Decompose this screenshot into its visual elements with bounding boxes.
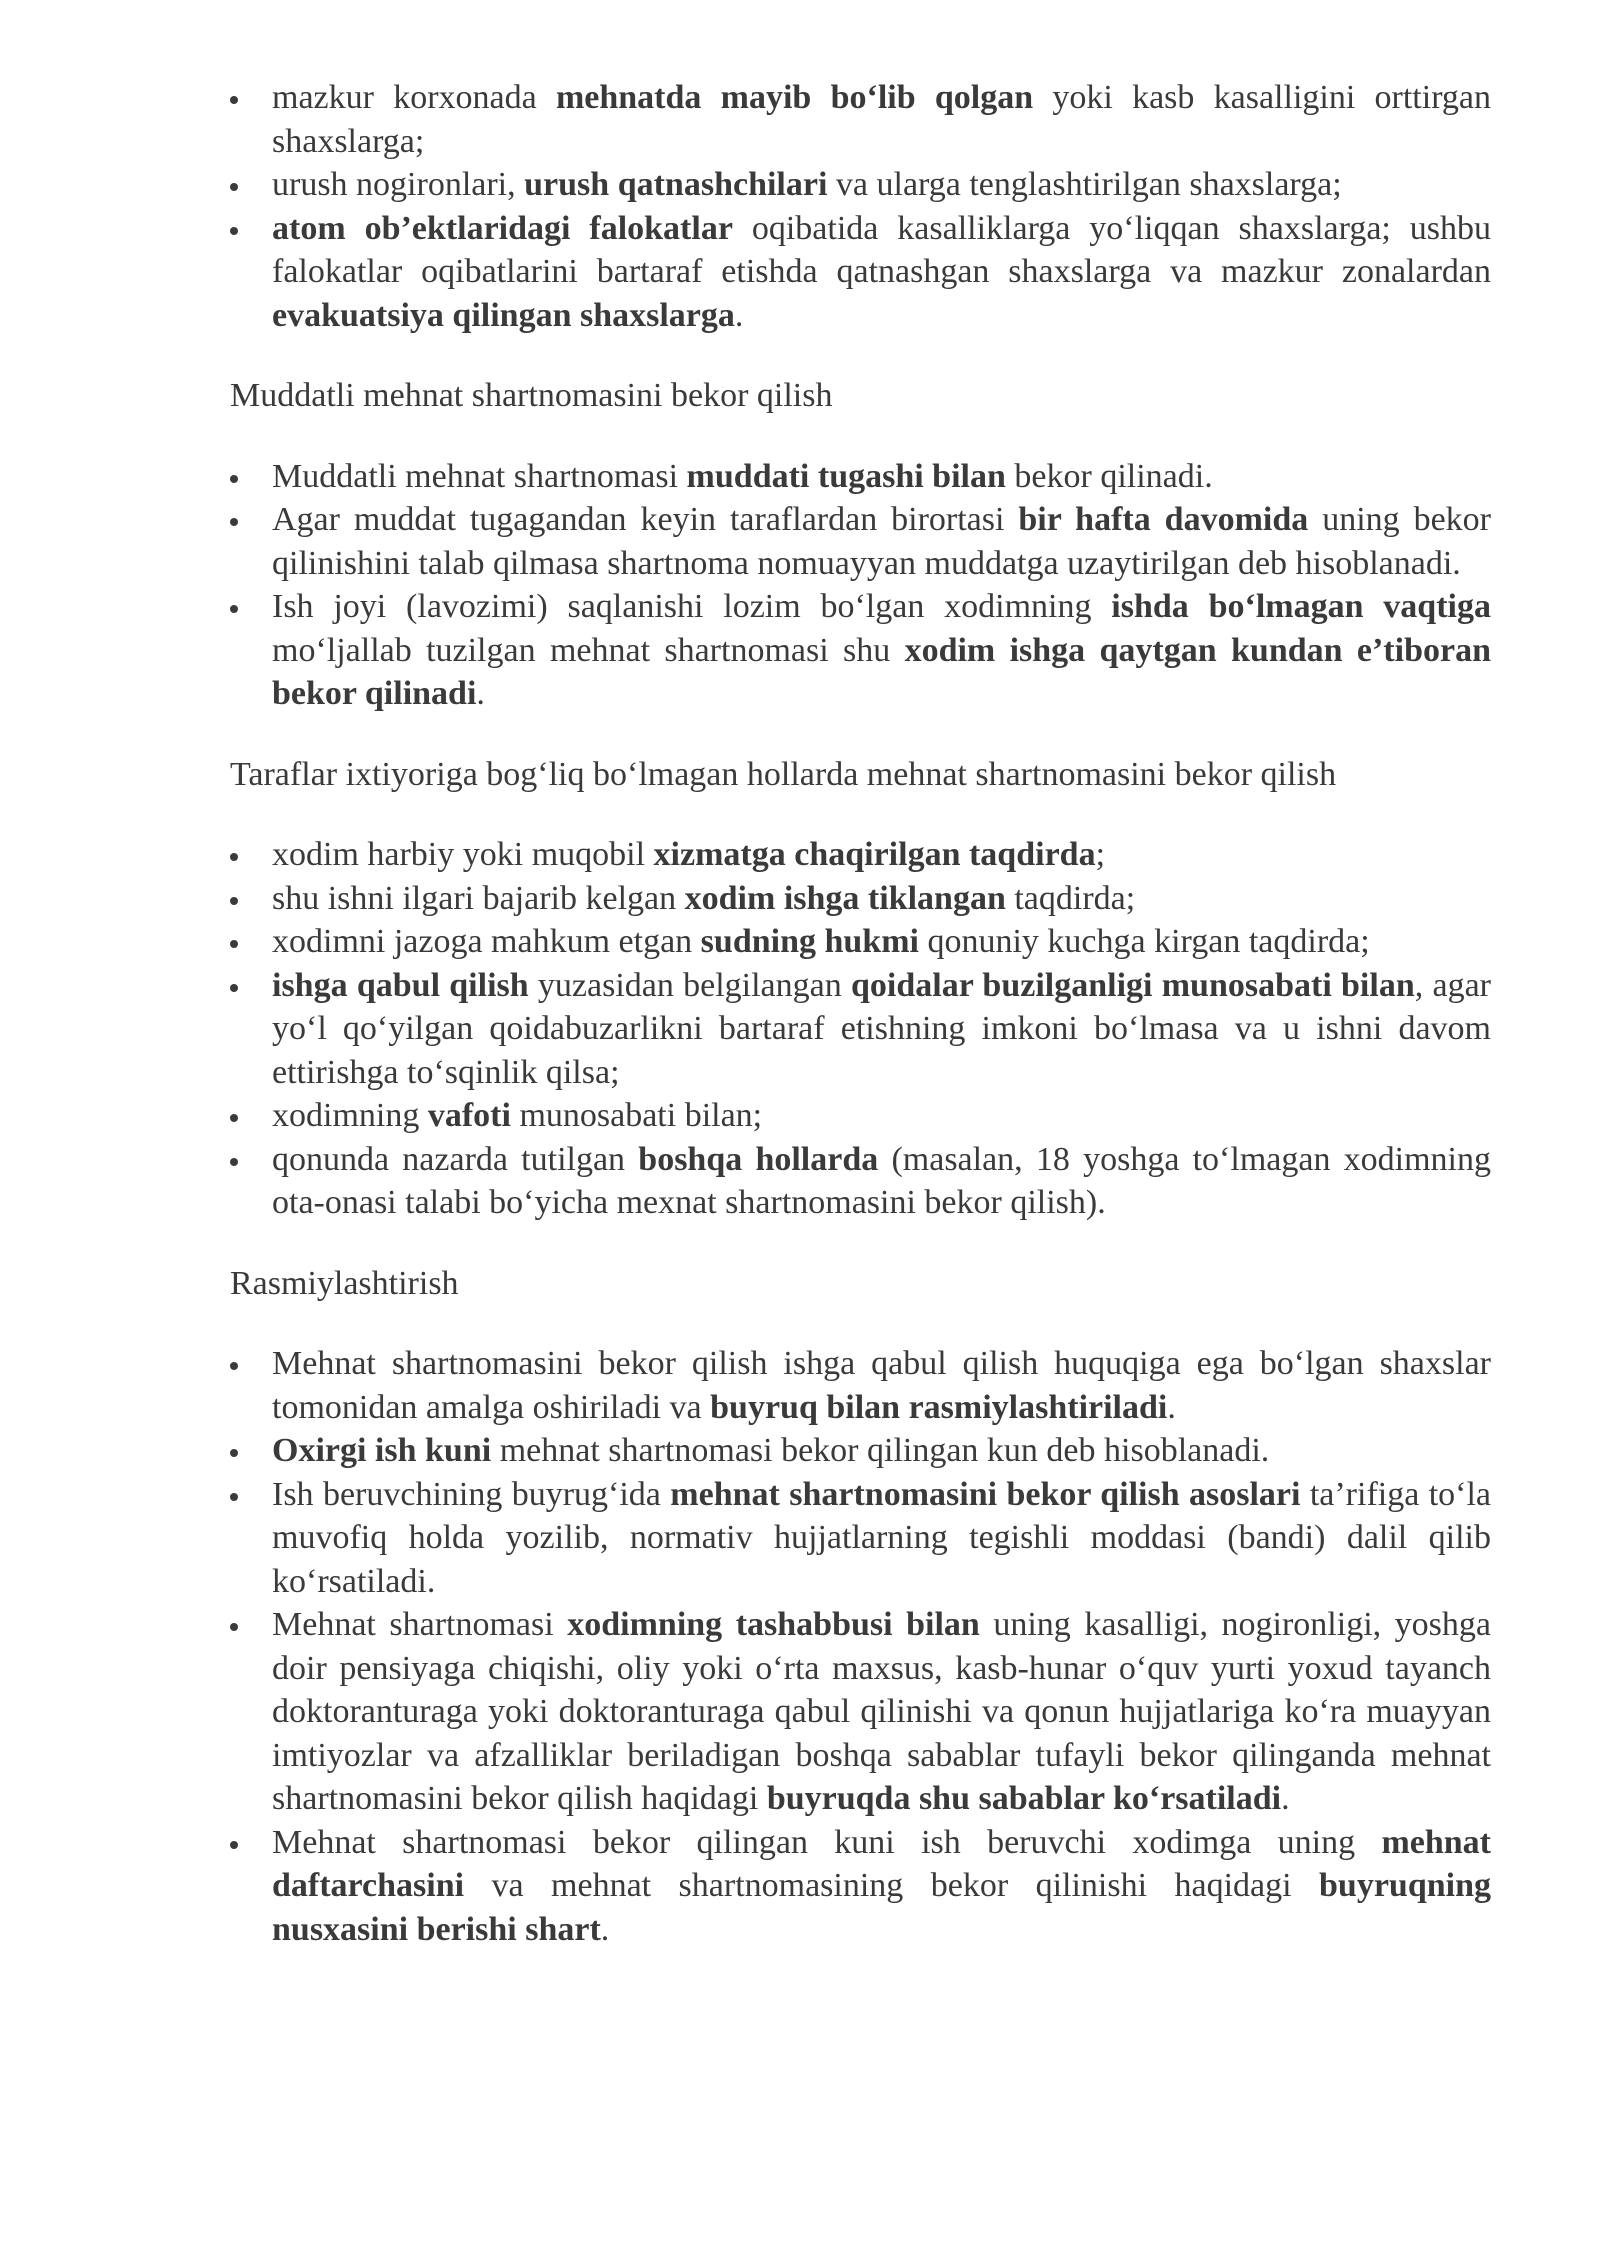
list-item: [230, 1342, 1491, 1429]
list-item: [230, 585, 1491, 716]
section-heading: Muddatli mehnat shartnomasini bekor qilish: [230, 377, 833, 414]
bullet-list: [230, 76, 1491, 337]
list-item: [230, 1094, 1491, 1138]
body-text: Mehnat shartnomasi: [272, 1606, 568, 1643]
bold-text: atom ob’ektlaridagi falokatlar: [272, 209, 733, 247]
bold-text: ishga qabul qilish: [272, 966, 529, 1004]
body-text: (masalan, 18 yoshga to‘lmagan xodimning ota-onasi talabi bo‘yicha mexnat shartnomasini bekor qilish).: [272, 1140, 1491, 1221]
bold-text: xodim ishga tiklangan: [684, 879, 1006, 917]
body-text: shu ishni ilgari bajarib kelgan: [272, 879, 685, 917]
bold-text: mehnat shartnomasini bekor qilish asoslari: [670, 1475, 1301, 1513]
body-text: Ish joyi (lavozimi) saqlanishi lozim bo‘lgan xodimning: [272, 588, 1112, 625]
body-text: .: [1167, 1388, 1176, 1426]
body-text: yoki kasb kasalligini orttirgan shaxslarga;: [272, 79, 1491, 160]
bold-text: vafoti: [427, 1097, 511, 1134]
list-item: [230, 455, 1491, 499]
bold-text: buyruqda shu sabablar ko‘rsatiladi: [766, 1780, 1282, 1817]
list-item: [230, 498, 1491, 585]
bold-text: mehnatda mayib bo‘lib qolgan: [555, 79, 1034, 116]
body-text: mo‘ljallab tuzilgan mehnat shartnomasi shu: [272, 631, 905, 669]
list-item: [230, 1821, 1491, 1952]
body-text: Mehnat shartnomasini bekor qilish ishga qabul qilish huquqiga ega bo‘lgan shaxslar tomonidan amalga oshiriladi va: [272, 1345, 1491, 1426]
body-text: oqibatida kasalliklarga yo‘liqqan shaxslarga; ushbu falokatlar oqibatlarini bartaraf etishda qatnashgan shaxslarga va mazkur zonalardan: [272, 209, 1492, 290]
bold-text: xodimning tashabbusi bilan: [567, 1606, 980, 1643]
body-text: ;: [1095, 836, 1106, 873]
body-text: urush nogironlari,: [272, 166, 525, 203]
body-text: Ish beruvchining buyrug‘ida: [272, 1475, 671, 1513]
bold-text: Oxirgi ish kuni: [272, 1432, 492, 1469]
bold-text: evakuatsiya qilingan shaxslarga: [272, 296, 735, 334]
body-text: qonuniy kuchga kirgan taqdirda;: [918, 923, 1370, 960]
bold-text: xodim ishga qaytgan kundan e’tiboran bekor qilinadi: [272, 631, 1491, 712]
list-item: [230, 207, 1491, 338]
bold-text: bir hafta davomida: [1018, 501, 1309, 538]
bullet-list: [230, 833, 1491, 1225]
list-item: [230, 1473, 1491, 1604]
section-heading: Taraflar ixtiyoriga bog‘liq bo‘lmagan hollarda mehnat shartnomasini bekor qilish: [230, 755, 1337, 793]
body-text: .: [600, 1910, 610, 1948]
list-item: [230, 1603, 1491, 1821]
body-text: xodimni jazoga mahkum etgan: [272, 923, 701, 960]
body-text: xodimning: [272, 1097, 428, 1134]
body-text: .: [1281, 1780, 1290, 1817]
list-item: [230, 76, 1491, 163]
list-item: [230, 1138, 1491, 1225]
body-text: .: [734, 296, 744, 334]
bold-text: qoidalar buzilganligi munosabati bilan: [850, 966, 1415, 1004]
list-item: [230, 1429, 1491, 1473]
bold-text: xizmatga chaqirilgan taqdirda: [653, 836, 1096, 873]
body-text: , agar yo‘l qo‘yilgan qoidabuzarlikni bartaraf etishning imkoni bo‘lmasa va u ishni davom ettirishga to‘sqinlik qilsa;: [272, 966, 1492, 1091]
body-text: uning bekor qilinishini talab qilmasa shartnoma nomuayyan muddatga uzaytirilgan deb hisoblanadi.: [272, 501, 1491, 582]
body-text: va ularga tenglashtirilgan shaxslarga;: [827, 166, 1342, 203]
body-text: xodim harbiy yoki muqobil: [272, 836, 654, 873]
body-text: Mehnat shartnomasi bekor qilingan kuni ish beruvchi xodimga uning: [272, 1823, 1382, 1861]
bold-text: urush qatnashchilari: [524, 166, 828, 203]
body-text: bekor qilinadi.: [1005, 457, 1213, 495]
bold-text: sudning hukmi: [700, 923, 919, 960]
body-text: ta’rifiga to‘la muvofiq holda yozilib, normativ hujjatlarning tegishli moddasi (bandi) dalil qilib ko‘rsatiladi.: [272, 1475, 1492, 1600]
body-text: Agar muddat tugagandan keyin taraflardan birortasi: [272, 501, 1019, 538]
body-text: va mehnat shartnomasining bekor qilinishi haqidagi: [464, 1867, 1319, 1904]
list-item: [230, 920, 1491, 964]
bold-text: ishda bo‘lmagan vaqtiga: [1111, 588, 1491, 625]
body-text: mehnat shartnomasi bekor qilingan kun deb hisoblanadi.: [491, 1432, 1270, 1469]
body-text: qonunda nazarda tutilgan: [272, 1140, 639, 1178]
list-item: [230, 877, 1491, 921]
document-body: [230, 76, 1491, 1951]
list-item: [230, 833, 1491, 877]
bold-text: buyruq bilan rasmiylashtiriladi: [710, 1388, 1168, 1426]
body-text: taqdirda;: [1005, 879, 1136, 917]
body-text: uning kasalligi, nogironligi, yoshga doir pensiyaga chiqishi, oliy yoki o‘rta maxsus, kasb-hunar o‘quv yurti yoxud tayanch doktoranturaga yoki doktoranturaga qabul qilinishi va qonun hujjatlariga ko‘ra muayyan imtiyozlar va afzalliklar beriladigan boshqa sabablar tufayli bekor qilinganda mehnat shartnomasini bekor qilish haqidagi: [272, 1606, 1491, 1817]
body-text: Muddatli mehnat shartnomasi: [272, 457, 687, 495]
body-text: munosabati bilan;: [510, 1097, 763, 1134]
body-text: mazkur korxonada: [272, 79, 556, 116]
bullet-list: [230, 455, 1491, 716]
bold-text: buyruqning nusxasini berishi shart: [272, 1867, 1491, 1948]
list-item: [230, 163, 1491, 207]
bold-text: boshqa hollarda: [638, 1140, 879, 1178]
bold-text: muddati tugashi bilan: [686, 457, 1006, 495]
bold-text: mehnat daftarchasini: [272, 1823, 1491, 1904]
body-text: .: [476, 675, 485, 712]
bullet-list: [230, 1342, 1491, 1951]
list-item: [230, 964, 1491, 1095]
section-heading: Rasmiylashtirish: [230, 1264, 459, 1302]
body-text: yuzasidan belgilangan: [528, 966, 851, 1004]
